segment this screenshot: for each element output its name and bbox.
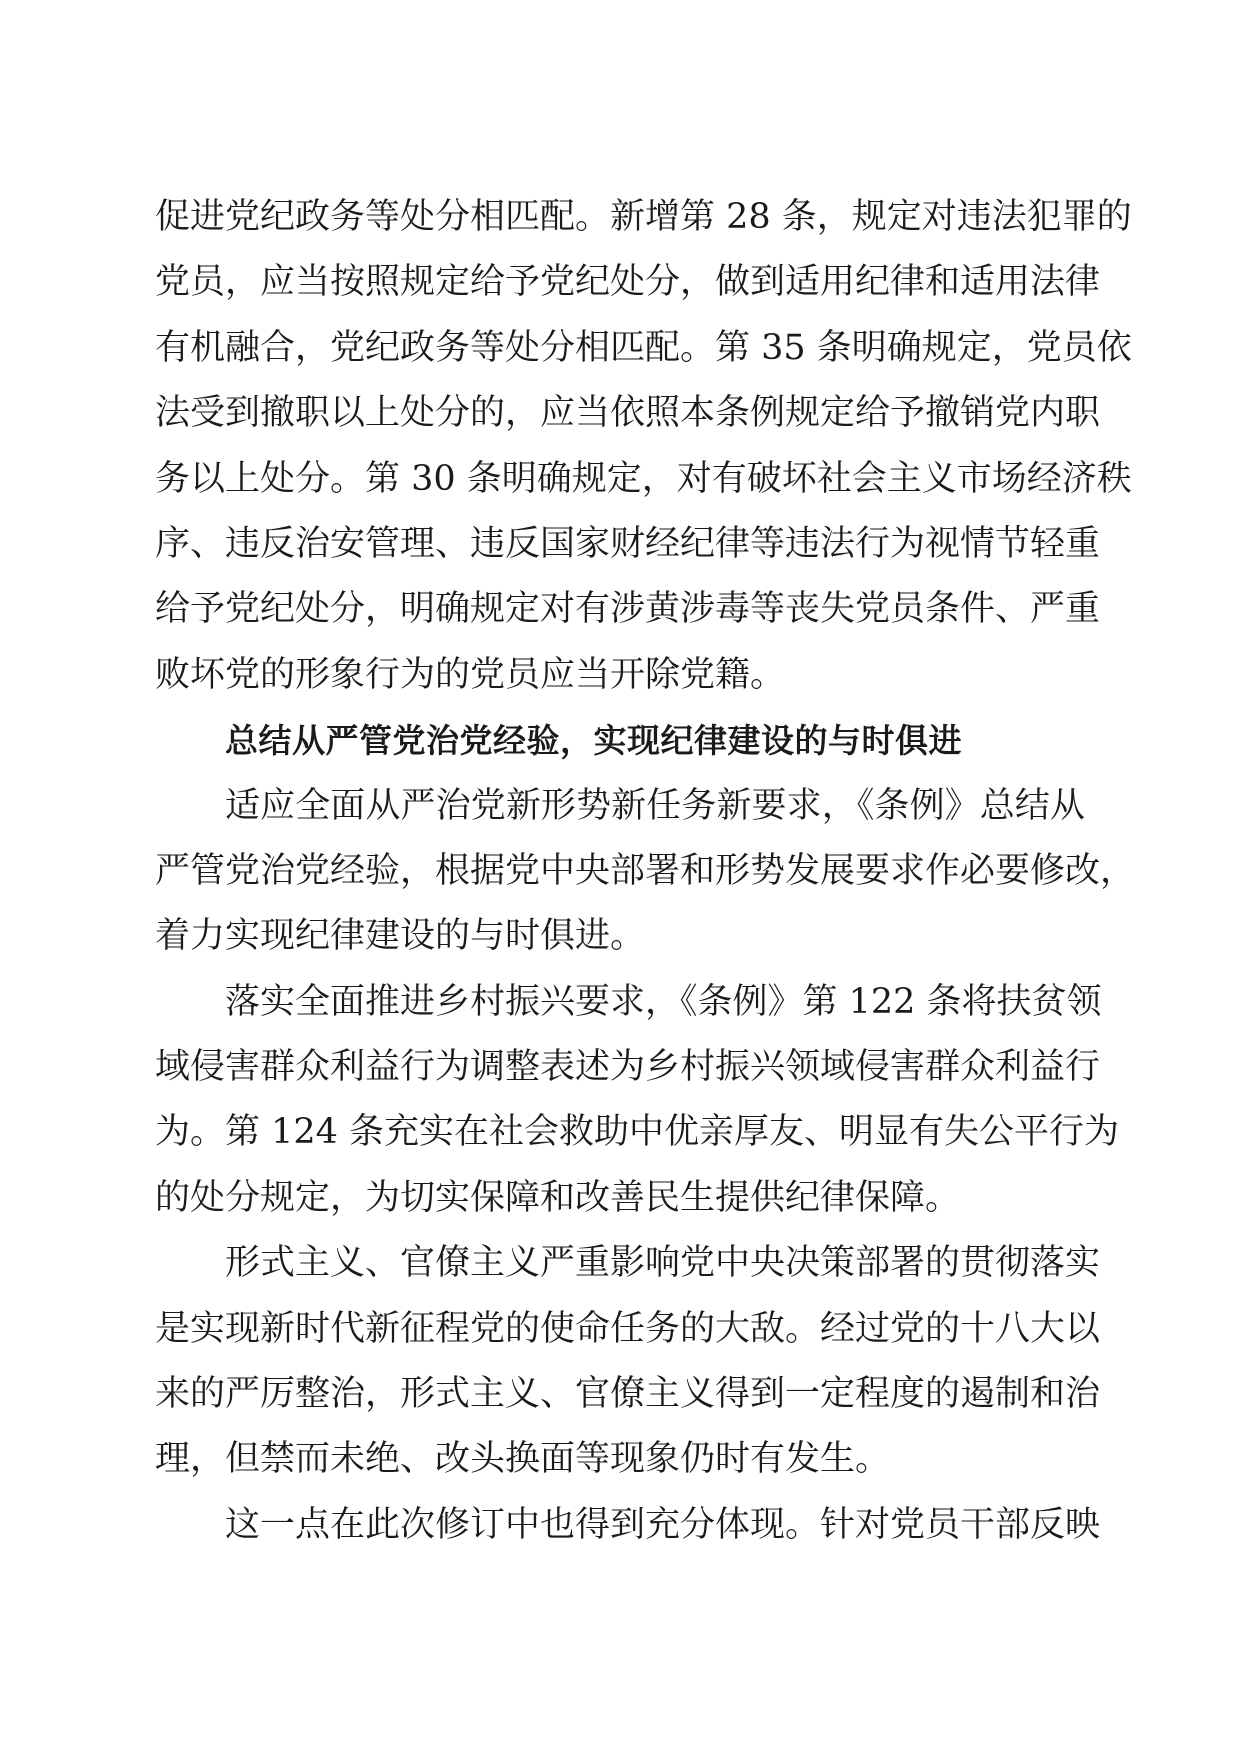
paragraph-line: 严管党治党经验，根据党中央部署和形势发展要求作必要修改， bbox=[155, 850, 1136, 891]
paragraph-line: 败坏党的形象行为的党员应当开除党籍。 bbox=[155, 654, 786, 695]
document-body bbox=[155, 185, 1136, 1558]
paragraph-line: 着力实现纪律建设的与时俱进。 bbox=[155, 916, 646, 957]
paragraph-line: 是实现新时代新征程党的使命任务的大敌。经过党的十八大以 bbox=[155, 1308, 1101, 1349]
paragraph-line: 党员，应当按照规定给予党纪处分，做到适用纪律和适用法律 bbox=[155, 262, 1101, 303]
paragraph-line: 序、违反治安管理、违反国家财经纪律等违法行为视情节轻重 bbox=[155, 523, 1101, 564]
paragraph-line: 域侵害群众利益行为调整表述为乡村振兴领域侵害群众利益行 bbox=[155, 1047, 1101, 1088]
paragraph-line: 理，但禁而未绝、改头换面等现象仍时有发生。 bbox=[155, 1439, 891, 1480]
paragraph-line: 为。第 124 条充实在社会救助中优亲厚友、明显有失公平行为 bbox=[155, 1112, 1120, 1153]
paragraph-line: 给予党纪处分，明确规定对有涉黄涉毒等丧失党员条件、严重 bbox=[155, 589, 1101, 630]
paragraph-line: 落实全面推进乡村振兴要求，《条例》第 122 条将扶贫领 bbox=[225, 981, 1102, 1022]
paragraph-line: 适应全面从严治党新形势新任务新要求，《条例》总结从 bbox=[225, 785, 1085, 826]
paragraph-line: 的处分规定，为切实保障和改善民生提供纪律保障。 bbox=[155, 1177, 961, 1218]
paragraph-line: 促进党纪政务等处分相匹配。新增第 28 条，规定对违法犯罪的 bbox=[155, 197, 1132, 237]
section-heading: 总结从严管党治党经验，实现纪律建设的与时俱进 bbox=[225, 721, 962, 761]
paragraph-line: 这一点在此次修订中也得到充分体现。针对党员干部反映 bbox=[225, 1504, 1101, 1545]
paragraph-line: 有机融合，党纪政务等处分相匹配。第 35 条明确规定，党员依 bbox=[155, 327, 1132, 368]
paragraph-line: 来的严厉整治，形式主义、官僚主义得到一定程度的遏制和治 bbox=[155, 1374, 1101, 1415]
paragraph-line: 形式主义、官僚主义严重影响党中央决策部署的贯彻落实 bbox=[225, 1243, 1101, 1284]
paragraph-line: 法受到撤职以上处分的，应当依照本条例规定给予撤销党内职 bbox=[155, 393, 1101, 434]
paragraph-line: 务以上处分。第 30 条明确规定，对有破坏社会主义市场经济秩 bbox=[155, 458, 1132, 499]
